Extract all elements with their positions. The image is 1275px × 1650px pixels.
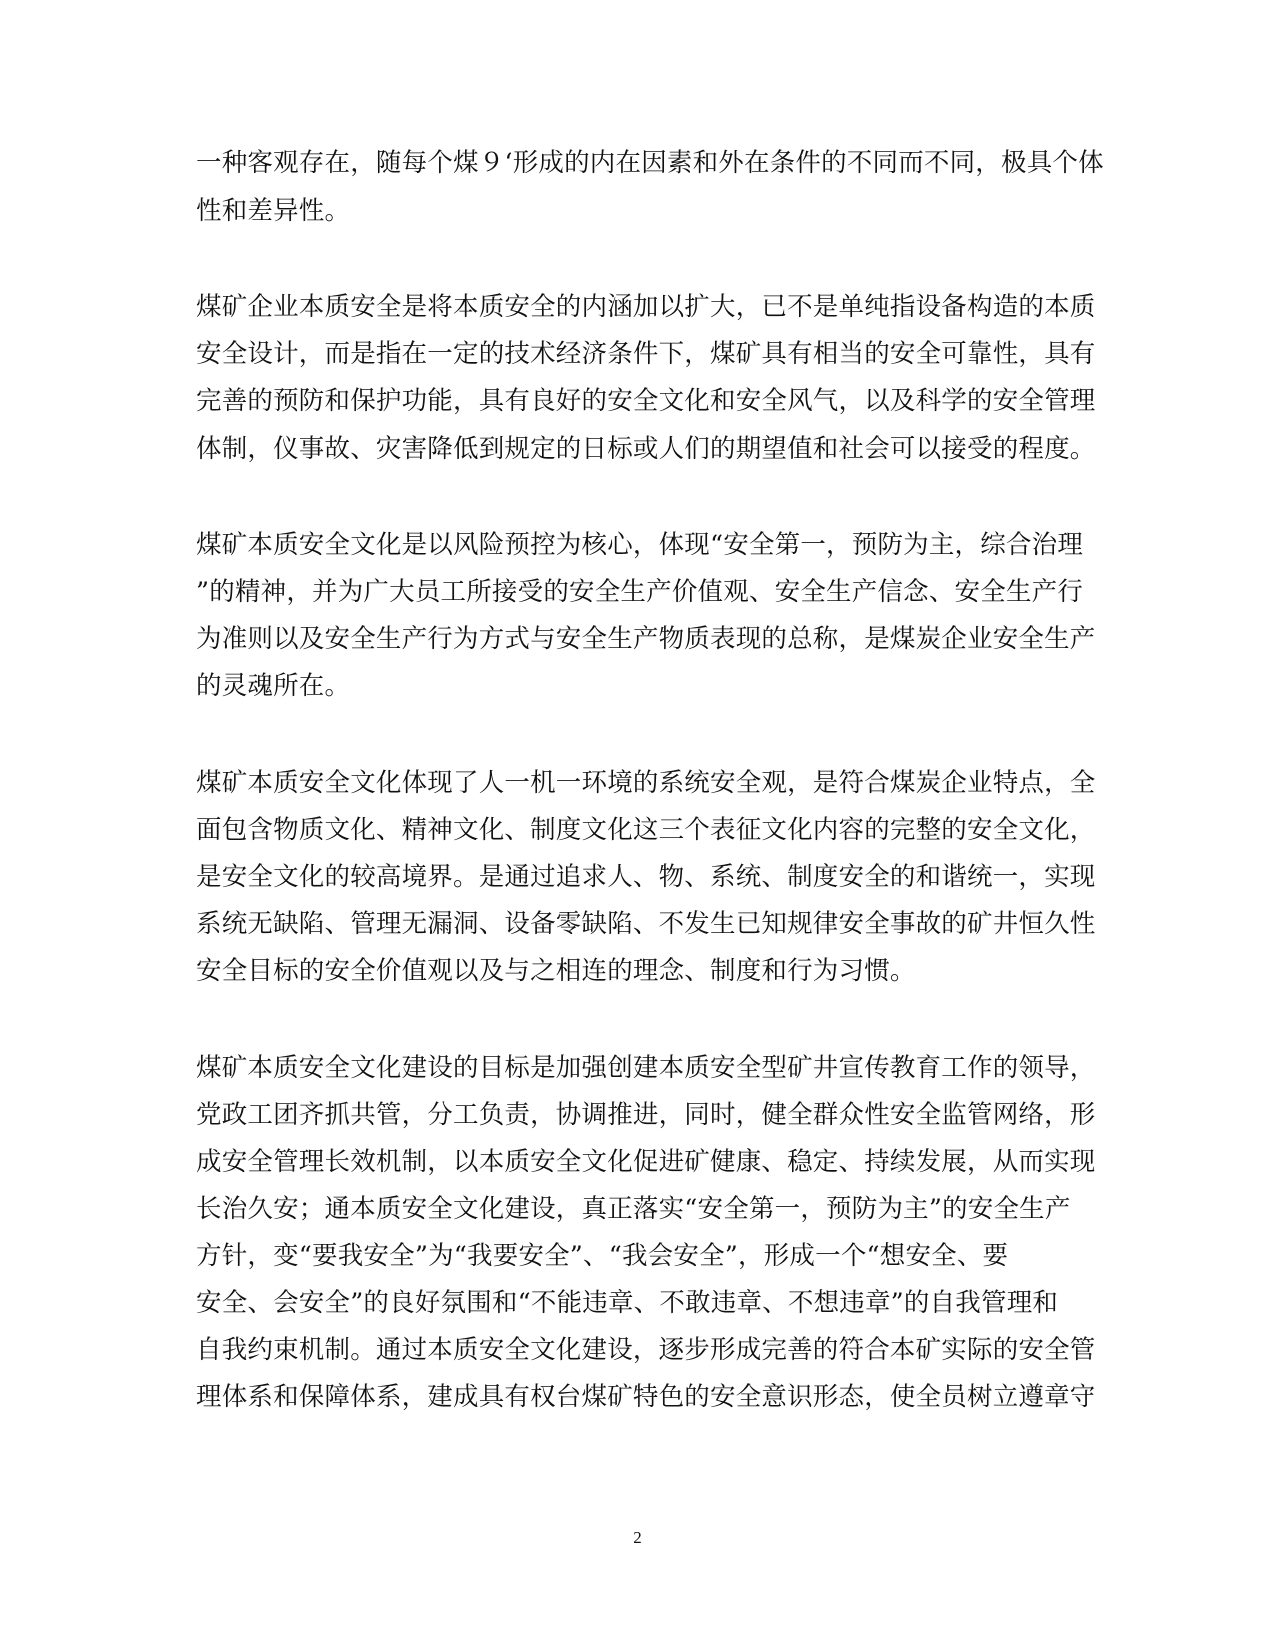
paragraph-5-line-1: 煤矿本质安全文化建设的目标是加强创建本质安全型矿井宣传教育工作的领导， <box>196 1053 1096 1083</box>
paragraph-4-line-2: 面包含物质文化、精神文化、制度文化这三个表征文化内容的完整的安全文化， <box>196 815 1096 845</box>
paragraph-4-line-4: 系统无缺陷、管理无漏洞、设备零缺陷、不发生已知规律安全事故的矿井恒久性 <box>196 909 1096 939</box>
paragraph-2-line-1: 煤矿企业本质安全是将本质安全的内涵加以扩大，已不是单纯指设备构造的本质 <box>196 292 1096 322</box>
paragraph-5-line-8: 理体系和保障体系，建成具有权台煤矿特色的安全意识形态，使全员树立遵章守 <box>196 1382 1096 1412</box>
paragraph-3-line-3: 为准则以及安全生产行为方式与安全生产物质表现的总称，是煤炭企业安全生产 <box>196 624 1096 654</box>
paragraph-3-line-2: ”的精神，并为广大员工所接受的安全生产价值观、安全生产信念、安全生产行 <box>196 577 1084 607</box>
paragraph-4-line-5: 安全目标的安全价值观以及与之相连的理念、制度和行为习惯。 <box>196 956 916 986</box>
paragraph-5-line-4: 长治久安；通本质安全文化建设，真正落实“安全第一，预防为主”的安全生产 <box>196 1194 1071 1224</box>
paragraph-1-line-1: 一种客观存在，随每个煤９‘形成的内在因素和外在条件的不同而不同，极具个体 <box>196 148 1104 178</box>
page-number: 2 <box>633 1528 642 1547</box>
paragraph-1-line-2: 性和差异性。 <box>196 196 351 226</box>
paragraph-4-line-1: 煤矿本质安全文化体现了人一机一环境的系统安全观，是符合煤炭企业特点，全 <box>196 768 1096 798</box>
paragraph-5-line-5: 方针，变“要我安全”为“我要安全”、“我会安全”，形成一个“想安全、要 <box>196 1241 1009 1271</box>
paragraph-5-line-2: 党政工团齐抓共管，分工负责，协调推进，同时，健全群众性安全监管网络，形 <box>196 1100 1096 1130</box>
paragraph-3-line-1: 煤矿本质安全文化是以风险预控为核心，体现“安全第一，预防为主，综合治理 <box>196 530 1084 560</box>
paragraph-2-line-3: 完善的预防和保护功能，具有良好的安全文化和安全风气，以及科学的安全管理 <box>196 386 1096 416</box>
paragraph-5-line-6: 安全、会安全”的良好氛围和“不能违章、不敢违章、不想违章”的自我管理和 <box>196 1288 1059 1318</box>
paragraph-4-line-3: 是安全文化的较高境界。是通过追求人、物、系统、制度安全的和谐统一，实现 <box>196 862 1096 892</box>
paragraph-5-line-7: 自我约束机制。通过本质安全文化建设，逐步形成完善的符合本矿实际的安全管 <box>196 1335 1096 1365</box>
paragraph-5-line-3: 成安全管理长效机制，以本质安全文化促进矿健康、稳定、持续发展，从而实现 <box>196 1147 1096 1177</box>
paragraph-2-line-2: 安全设计，而是指在一定的技术经济条件下，煤矿具有相当的安全可靠性，具有 <box>196 339 1096 369</box>
paragraph-2-line-4: 体制，仪事故、灾害降低到规定的日标或人们的期望值和社会可以接受的程度。 <box>196 434 1096 464</box>
paragraph-3-line-4: 的灵魂所在。 <box>196 671 351 701</box>
